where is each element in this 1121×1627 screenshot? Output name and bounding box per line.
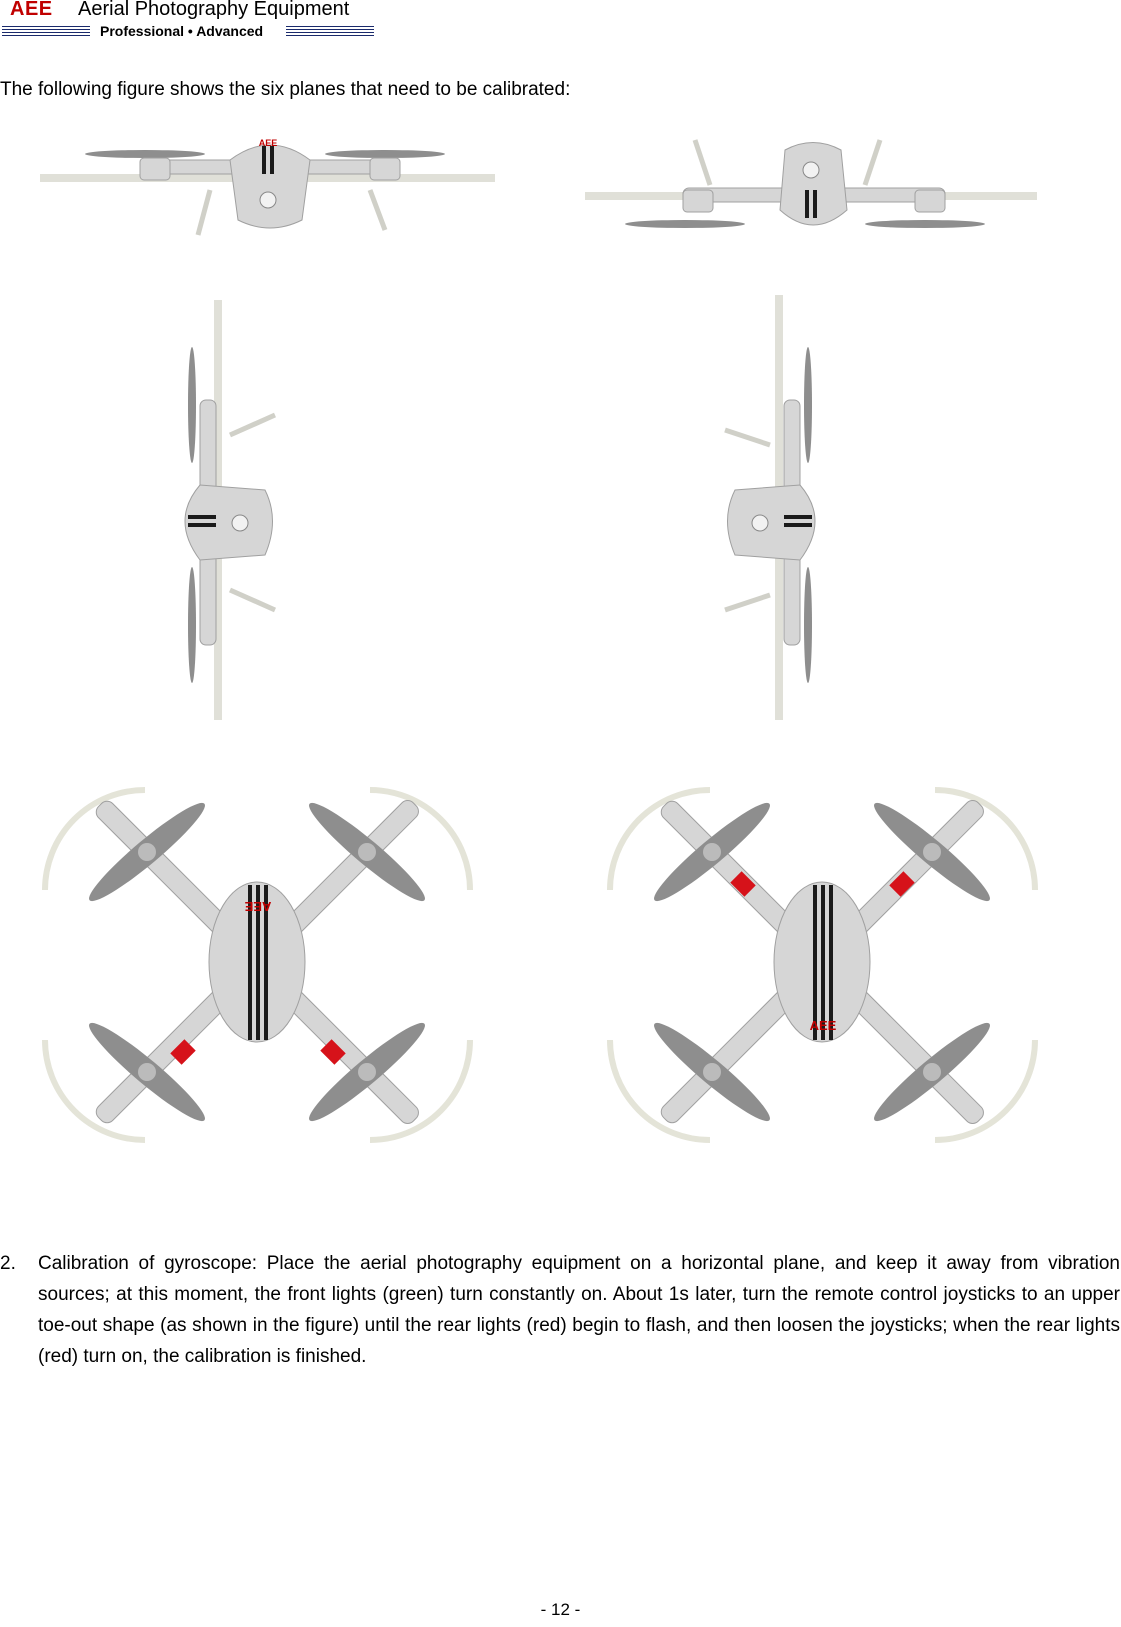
drone-bottom-view [600, 740, 1045, 1185]
drone-top-view [35, 740, 480, 1185]
header-tagline: Professional • Advanced [100, 23, 264, 39]
drone-right-side-view [720, 295, 840, 725]
company-name: Aerial Photography Equipment [78, 0, 350, 20]
header-rule-right [286, 26, 374, 38]
page-number: - 12 - [540, 1600, 581, 1619]
page-header [0, 0, 380, 44]
step-text: Calibration of gyroscope: Place the aerial photography equipment on a horizontal plane, and keep it away from vibration sources; at this moment, the front lights (green) turn constantly on. About 1s later, turn the remote control joysticks to an upper toe-out shape (as shown in the figure) until the rear lights (red) begin to flash, and then loosen the joysticks; when the rear lights (red) turn on, the calibration is finished. [38, 1253, 1120, 1367]
svg-text:AEE: AEE [244, 899, 272, 914]
drone-left-side-view [170, 295, 290, 725]
brand-logo: AEE [10, 0, 53, 20]
drone-front-view [40, 130, 500, 242]
header-rule-left [2, 26, 90, 38]
svg-text:AEE: AEE [258, 138, 278, 148]
intro-text: The following figure shows the six planes that need to be calibrated: [0, 79, 571, 100]
svg-text:AEE: AEE [809, 1018, 837, 1033]
step-number: 2. [0, 1253, 16, 1274]
calibration-planes-figure [0, 120, 1121, 1230]
drone-rear-view-inverted [585, 130, 1040, 242]
